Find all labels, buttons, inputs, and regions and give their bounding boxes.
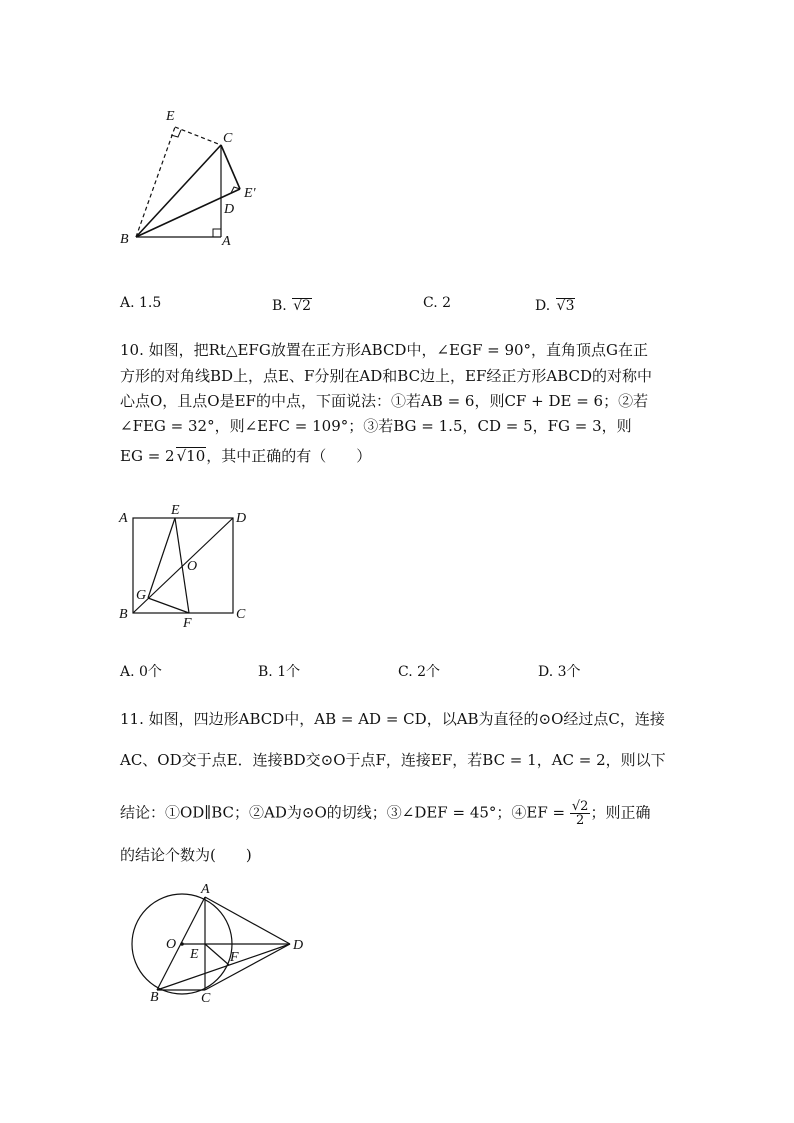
q10-line-4: ∠FEG = 32°，则∠EFC = 109°；③若BG = 1.5，CD = 5，FG = 3，则 [120, 417, 632, 435]
right-angle-mark-e [171, 130, 181, 137]
label-d: D [236, 511, 247, 526]
right-angle-mark-a [213, 229, 221, 237]
option-10d: D. 3个 [538, 664, 581, 680]
option-10b: B. 1个 [258, 664, 301, 680]
center-dot [180, 942, 184, 946]
q10-line-5: EG = 2 √10，其中正确的有（ ） [120, 447, 372, 465]
q11-line-1: 11. 如图，四边形ABCD中，AB = AD = CD，以AB为直径的⊙O经过点C，连接 [120, 710, 665, 728]
option-10c: C. 2个 [398, 664, 441, 680]
q10-line-1: 10. 如图，把Rt△EFG放置在正方形ABCD中，∠EGF = 90°，直角顶点G在正 [120, 341, 649, 359]
label-o: O [187, 559, 198, 574]
segment-gf [148, 598, 189, 613]
segment-be-dashed [136, 127, 175, 237]
option-9b [272, 298, 312, 314]
label-d: D [224, 202, 235, 217]
label-e: E [190, 947, 199, 962]
label-b: B [120, 232, 129, 247]
q11-line-3: 结论：①OD∥BC；②AD为⊙O的切线；③∠DEF = 45°；④EF = $\frac{√2}{2}$ ；则正确 [120, 799, 651, 828]
diagonal-bd [133, 518, 233, 613]
option-10a: A. 0个 [120, 664, 162, 680]
label-g: G [136, 588, 147, 603]
q11-line-2: AC、OD交于点E．连接BD交⊙O于点F，连接EF，若BC = 1，AC = 2，则以下 [120, 751, 666, 769]
label-a: A [201, 882, 210, 897]
figure-square-abcd [115, 500, 265, 630]
figure-rotated-triangle [110, 100, 280, 250]
label-a: A [222, 234, 231, 249]
label-b: B [119, 607, 128, 622]
label-e: E [171, 503, 180, 518]
option-9d [535, 298, 575, 314]
segment-ef [205, 944, 229, 965]
segment-cd [205, 944, 290, 990]
option-9c: C. 2 [423, 295, 452, 311]
segment-ad [205, 897, 290, 944]
option-9b-letter: B. [272, 298, 292, 314]
label-c: C [236, 607, 246, 622]
q10-line-3: 心点O，且点O是EF的中点，下面说法：①若AB = 6，则CF + DE = 6；②若 [120, 392, 649, 410]
figure-circle-quadrilateral [125, 880, 315, 1005]
segment-bc [136, 145, 221, 237]
label-f: F [183, 616, 192, 630]
label-b: B [150, 990, 159, 1005]
label-o: O [166, 937, 177, 952]
sqrt-10: √10 [176, 447, 206, 465]
q10-line-2: 方形的对角线BD上，点E、F分别在AD和BC边上，EF经正方形ABCD的对称中 [120, 367, 653, 385]
option-9a: A. 1.5 [120, 295, 162, 311]
option-9d-letter: D. [535, 298, 555, 314]
label-d: D [293, 938, 304, 953]
sqrt-3: √3 [556, 298, 575, 314]
segment-ec-dashed [175, 127, 221, 145]
q11-line-4: 的结论个数为( ) [120, 846, 252, 864]
segment-ce-prime [221, 145, 240, 189]
label-a: A [119, 511, 128, 526]
label-e-prime: E' [244, 186, 256, 201]
label-f: F [230, 950, 239, 965]
label-c: C [201, 991, 211, 1005]
fraction-root2-over-2: $\frac{√2}{2}$ [571, 799, 589, 828]
sqrt-2: √2 [293, 298, 312, 314]
label-c: C [223, 131, 233, 146]
label-e: E [166, 109, 175, 124]
